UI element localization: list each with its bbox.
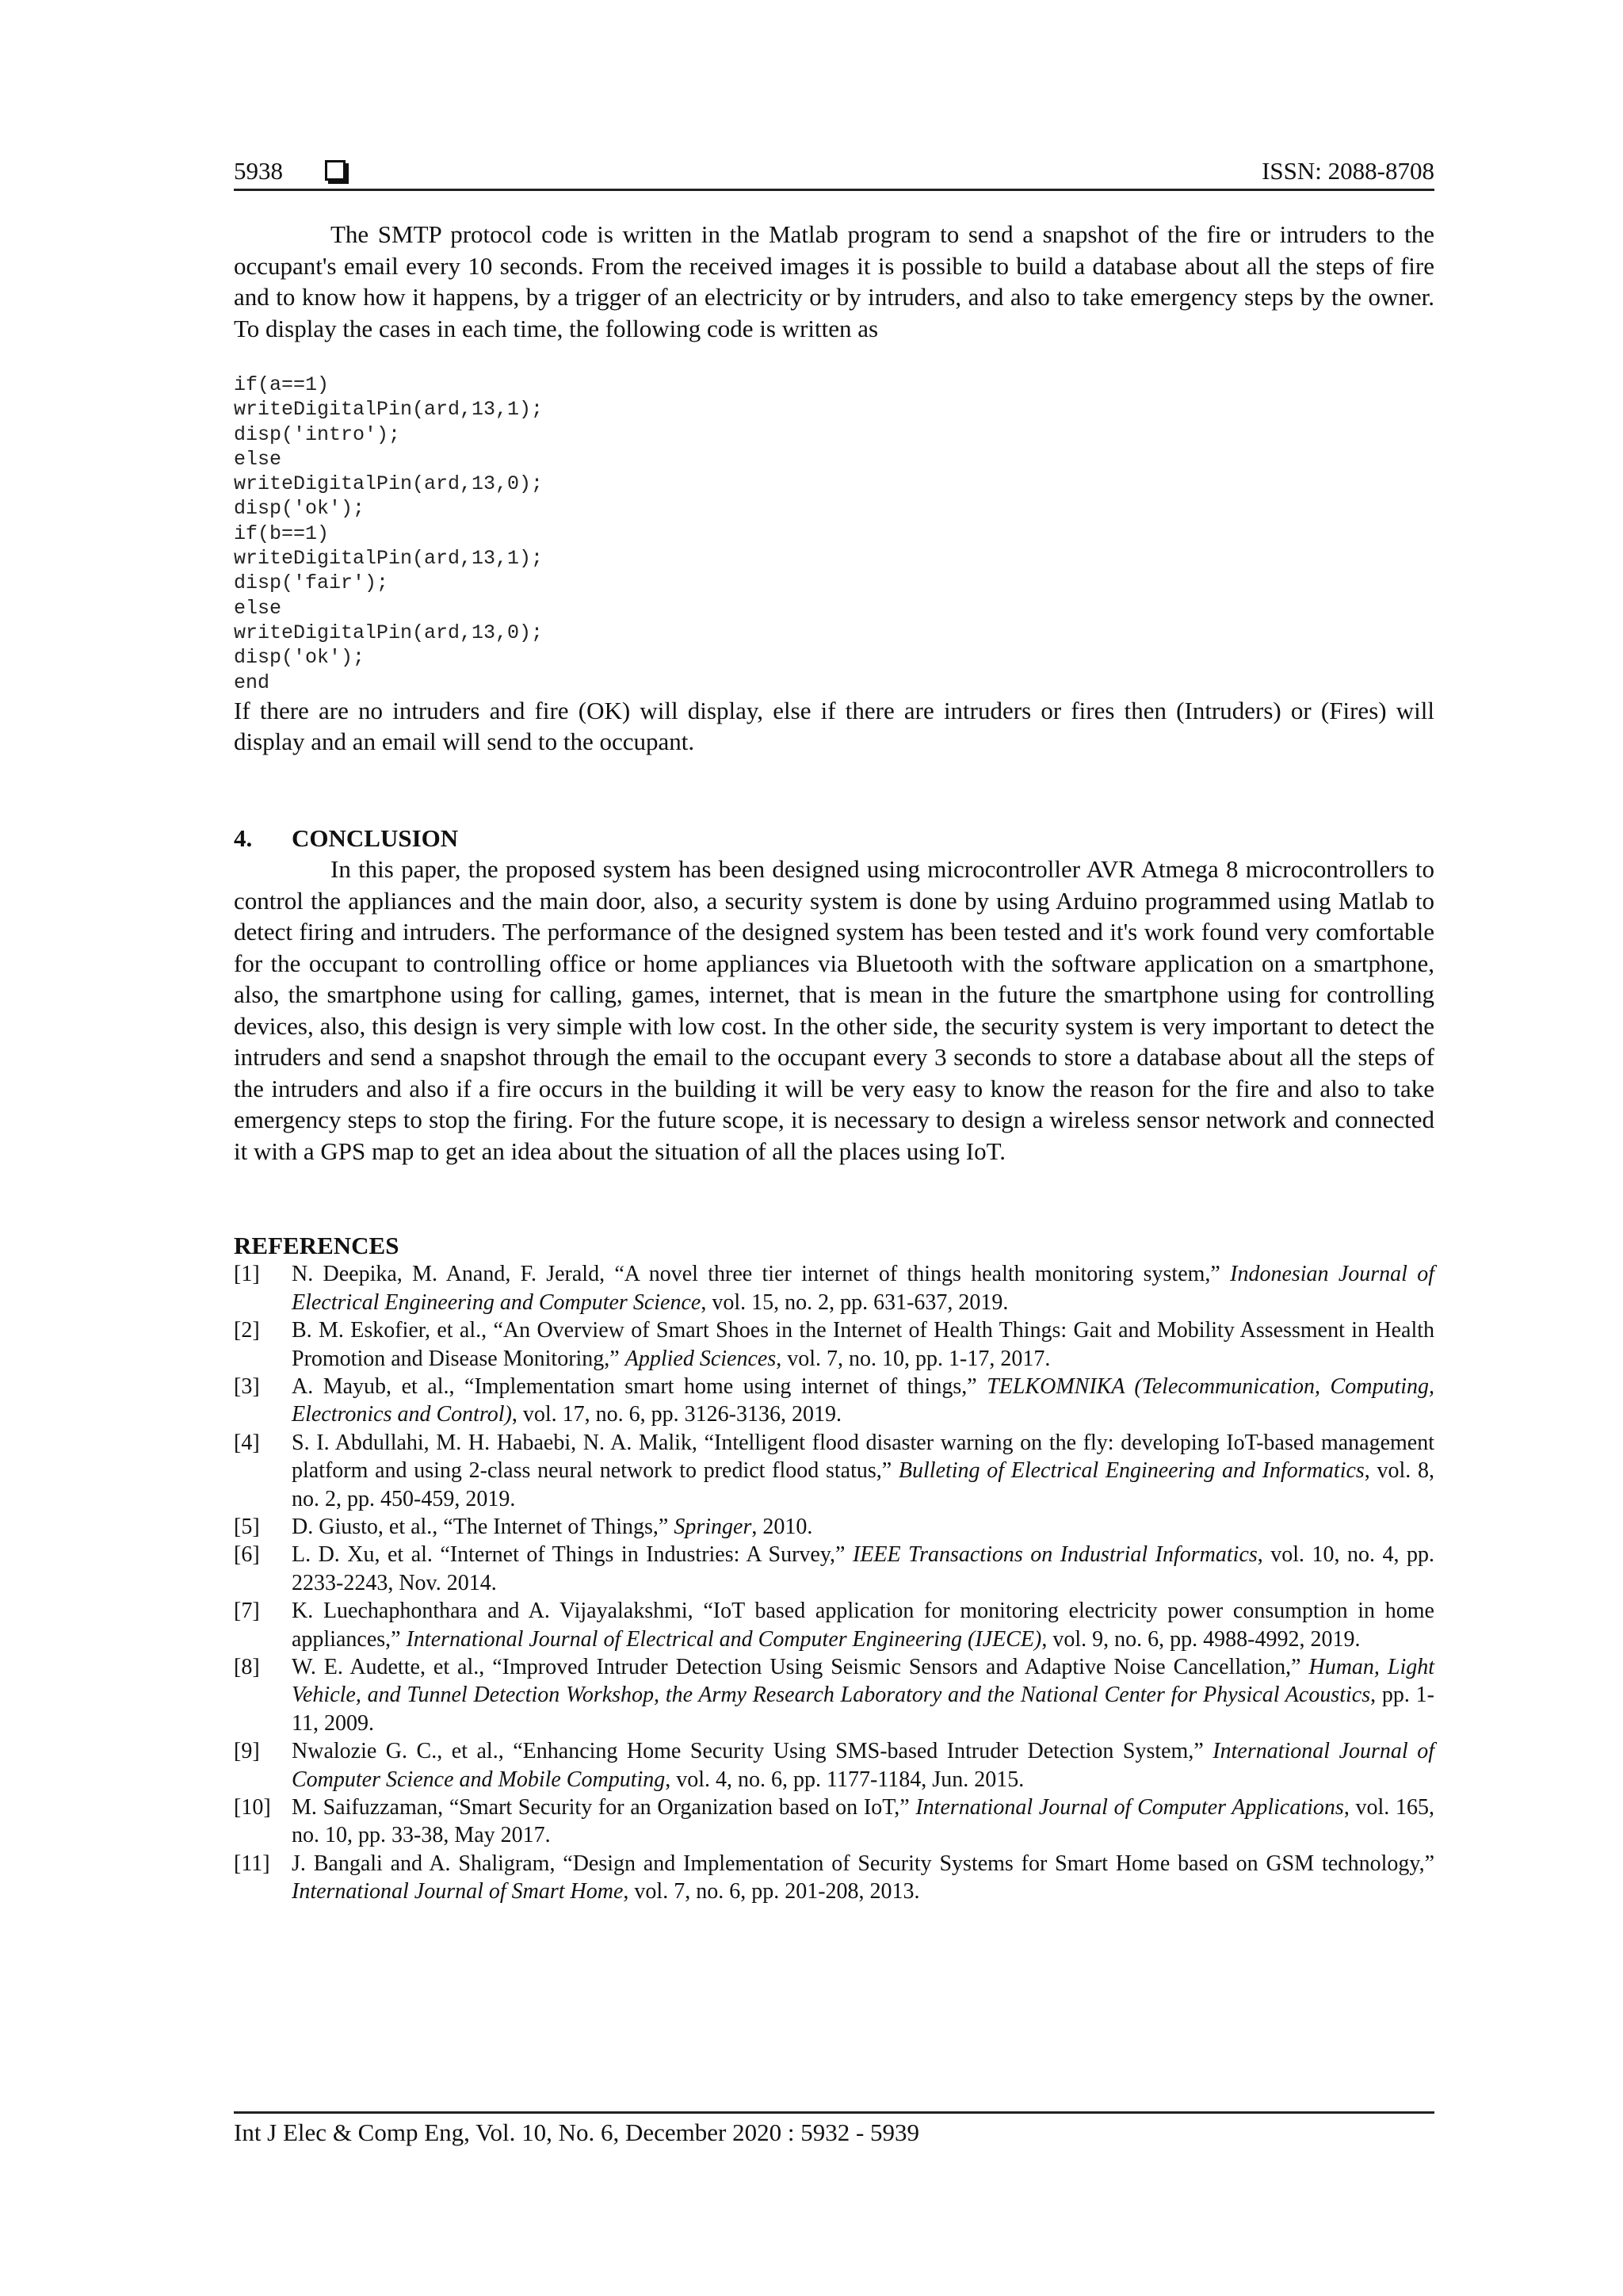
reference-number: [11] <box>234 1851 270 1876</box>
reference-authors-title: A. Mayub, et al., “Implementation smart home using internet of things,” <box>292 1373 987 1399</box>
after-code-paragraph: If there are no intruders and fire (OK) will display, else if there are intruders or fires then (Intruders) or (Fires) will display and an email will send to the occupant. <box>234 696 1434 756</box>
reference-journal: International Journal of Electrical and Computer Engineering (IJECE) <box>406 1626 1042 1652</box>
reference-journal: International Journal of Computer Science and Mobile Computing <box>292 1739 1435 1792</box>
page-header <box>234 151 1434 191</box>
section-number: 4. <box>234 823 253 852</box>
issn-label: ISSN: 2088-8708 <box>1262 157 1434 185</box>
reference-number: [9] <box>234 1739 260 1764</box>
reference-list <box>234 1260 1434 1905</box>
footer-citation: Int J Elec & Comp Eng, Vol. 10, No. 6, December 2020 : 5932 - 5939 <box>234 2118 920 2146</box>
reference-journal: Indonesian Journal of Electrical Engineering and Computer Science <box>292 1262 1434 1315</box>
reference-number: [6] <box>234 1542 260 1568</box>
reference-item <box>234 1316 1434 1373</box>
conclusion-heading <box>234 823 1434 854</box>
reference-authors-title: M. Saifuzzaman, “Smart Security for an Organization based on IoT,” <box>292 1795 916 1820</box>
conclusion-paragraph: In this paper, the proposed system has been designed using microcontroller AVR Atmega 8 microcontrollers to control the appliances and the main door, also, a security system is done by using Arduino programmed using Matlab to detect firing and intruders. The performance of the designed system has been tested and it's work found very comfortable for the occupant to controlling office or home appliances via Bluetooth with the software application on a smartphone, also, the smartphone using for calling, games, internet, that is mean in the future the smartphone using for controlling devices, also, this design is very simple with low cost. In the other side, the security system is very important to detect the intruders and send a snapshot through the email to the occupant every 3 seconds to store a database about all the steps of the intruders and also if a fire occurs in the building it will be very easy to know the reason for the fire and also to take emergency steps to stop the firing. For the future scope, it is necessary to design a wireless sensor network and connected it with a GPS map to get an idea about the situation of all the places using IoT. <box>234 855 1434 1165</box>
reference-authors-title: D. Giusto, et al., “The Internet of Things,” <box>292 1515 674 1540</box>
reference-details: , vol. 165, no. 10, pp. 33-38, May 2017. <box>292 1795 1434 1848</box>
reference-item <box>234 1513 1434 1541</box>
reference-authors-title: K. Luechaphonthara and A. Vijayalakshmi, “IoT based application for monitoring electricity power consumption in home appliances,” <box>292 1599 1434 1652</box>
page-body <box>234 219 1434 1906</box>
reference-number: [7] <box>234 1599 260 1624</box>
reference-number: [5] <box>234 1515 260 1540</box>
reference-item <box>234 1737 1434 1794</box>
reference-item <box>234 1373 1434 1429</box>
section-title: CONCLUSION <box>292 823 459 852</box>
reference-details: , vol. 17, no. 6, pp. 3126-3136, 2019. <box>511 1402 842 1427</box>
reference-journal: Applied Sciences <box>624 1346 777 1371</box>
reference-details: , 2010. <box>751 1515 813 1540</box>
reference-number: [4] <box>234 1430 260 1455</box>
reference-item <box>234 1260 1434 1316</box>
page-number: 5938 <box>234 157 283 185</box>
reference-item <box>234 1850 1434 1906</box>
reference-authors-title: B. M. Eskofier, et al., “An Overview of Smart Shoes in the Internet of Health Things: Gait and Mobility Assessment in Health Promotion and Disease Monitoring,” <box>292 1318 1434 1371</box>
intro-paragraph: The SMTP protocol code is written in the Matlab program to send a snapshot of the fire or intruders to the occupant's email every 10 seconds. From the received images it is possible to build a database about all the steps of fire and to know how it happens, by a trigger of an electricity or by intruders, and also to take emergency steps by the owner. To display the cases in each time, the following code is written as <box>234 220 1434 342</box>
checkbox-square-icon <box>325 160 346 181</box>
reference-authors-title: N. Deepika, M. Anand, F. Jerald, “A novel three tier internet of things health monitoring system,” <box>292 1262 1231 1287</box>
reference-details: , vol. 4, no. 6, pp. 1177-1184, Jun. 2015. <box>665 1767 1025 1792</box>
reference-journal: Bulleting of Electrical Engineering and Informatics <box>898 1458 1365 1484</box>
reference-journal: Springer <box>674 1515 752 1540</box>
reference-details: , vol. 15, no. 2, pp. 631-637, 2019. <box>701 1289 1009 1315</box>
reference-authors-title: Nwalozie G. C., et al., “Enhancing Home Security Using SMS-based Intruder Detection System,” <box>292 1739 1213 1764</box>
reference-item <box>234 1541 1434 1597</box>
reference-item <box>234 1429 1434 1513</box>
reference-details: , vol. 7, no. 10, pp. 1-17, 2017. <box>776 1346 1051 1371</box>
reference-details: , vol. 9, no. 6, pp. 4988-4992, 2019. <box>1041 1626 1361 1652</box>
reference-number: [3] <box>234 1373 260 1399</box>
reference-journal: IEEE Transactions on Industrial Informatics <box>852 1542 1258 1568</box>
reference-item <box>234 1597 1434 1653</box>
reference-details: , vol. 7, no. 6, pp. 201-208, 2013. <box>623 1879 920 1904</box>
reference-number: [10] <box>234 1795 271 1820</box>
reference-number: [1] <box>234 1262 260 1287</box>
page-footer <box>234 2111 1434 2147</box>
reference-details: , vol. 8, no. 2, pp. 450-459, 2019. <box>292 1458 1434 1511</box>
reference-item <box>234 1653 1434 1737</box>
reference-authors-title: L. D. Xu, et al. “Internet of Things in Industries: A Survey,” <box>292 1542 853 1568</box>
reference-details: , pp. 1-11, 2009. <box>292 1683 1434 1736</box>
reference-number: [2] <box>234 1318 260 1343</box>
reference-journal: TELKOMNIKA (Telecommunication, Computing, Electronics and Control) <box>292 1373 1434 1427</box>
reference-number: [8] <box>234 1655 260 1680</box>
reference-authors-title: S. I. Abdullahi, M. H. Habaebi, N. A. Malik, “Intelligent flood disaster warning on the fly: developing IoT-based management platform and using 2-class neural network to predict flood status,” <box>292 1430 1434 1484</box>
reference-details: , vol. 10, no. 4, pp. 2233-2243, Nov. 2014. <box>292 1542 1434 1595</box>
reference-journal: Human, Light Vehicle, and Tunnel Detection Workshop, the Army Research Laboratory and the National Center for Physical Acoustics <box>292 1655 1435 1708</box>
code-block: if(a==1) writeDigitalPin(ard,13,1); disp('intro'); else writeDigitalPin(ard,13,0); disp('ok'); if(b==1) writeDigitalPin(ard,13,1); disp('fair'); else writeDigitalPin(ard,13,0); disp('ok'); end <box>234 373 544 694</box>
reference-item <box>234 1794 1434 1850</box>
references-heading: REFERENCES <box>234 1232 399 1260</box>
reference-authors-title: W. E. Audette, et al., “Improved Intruder Detection Using Seismic Sensors and Adaptive Noise Cancellation,” <box>292 1655 1309 1680</box>
reference-authors-title: J. Bangali and A. Shaligram, “Design and Implementation of Security Systems for Smart Home based on GSM technology,” <box>292 1851 1434 1876</box>
reference-journal: International Journal of Smart Home <box>292 1879 624 1904</box>
reference-journal: International Journal of Computer Applications <box>915 1795 1344 1820</box>
